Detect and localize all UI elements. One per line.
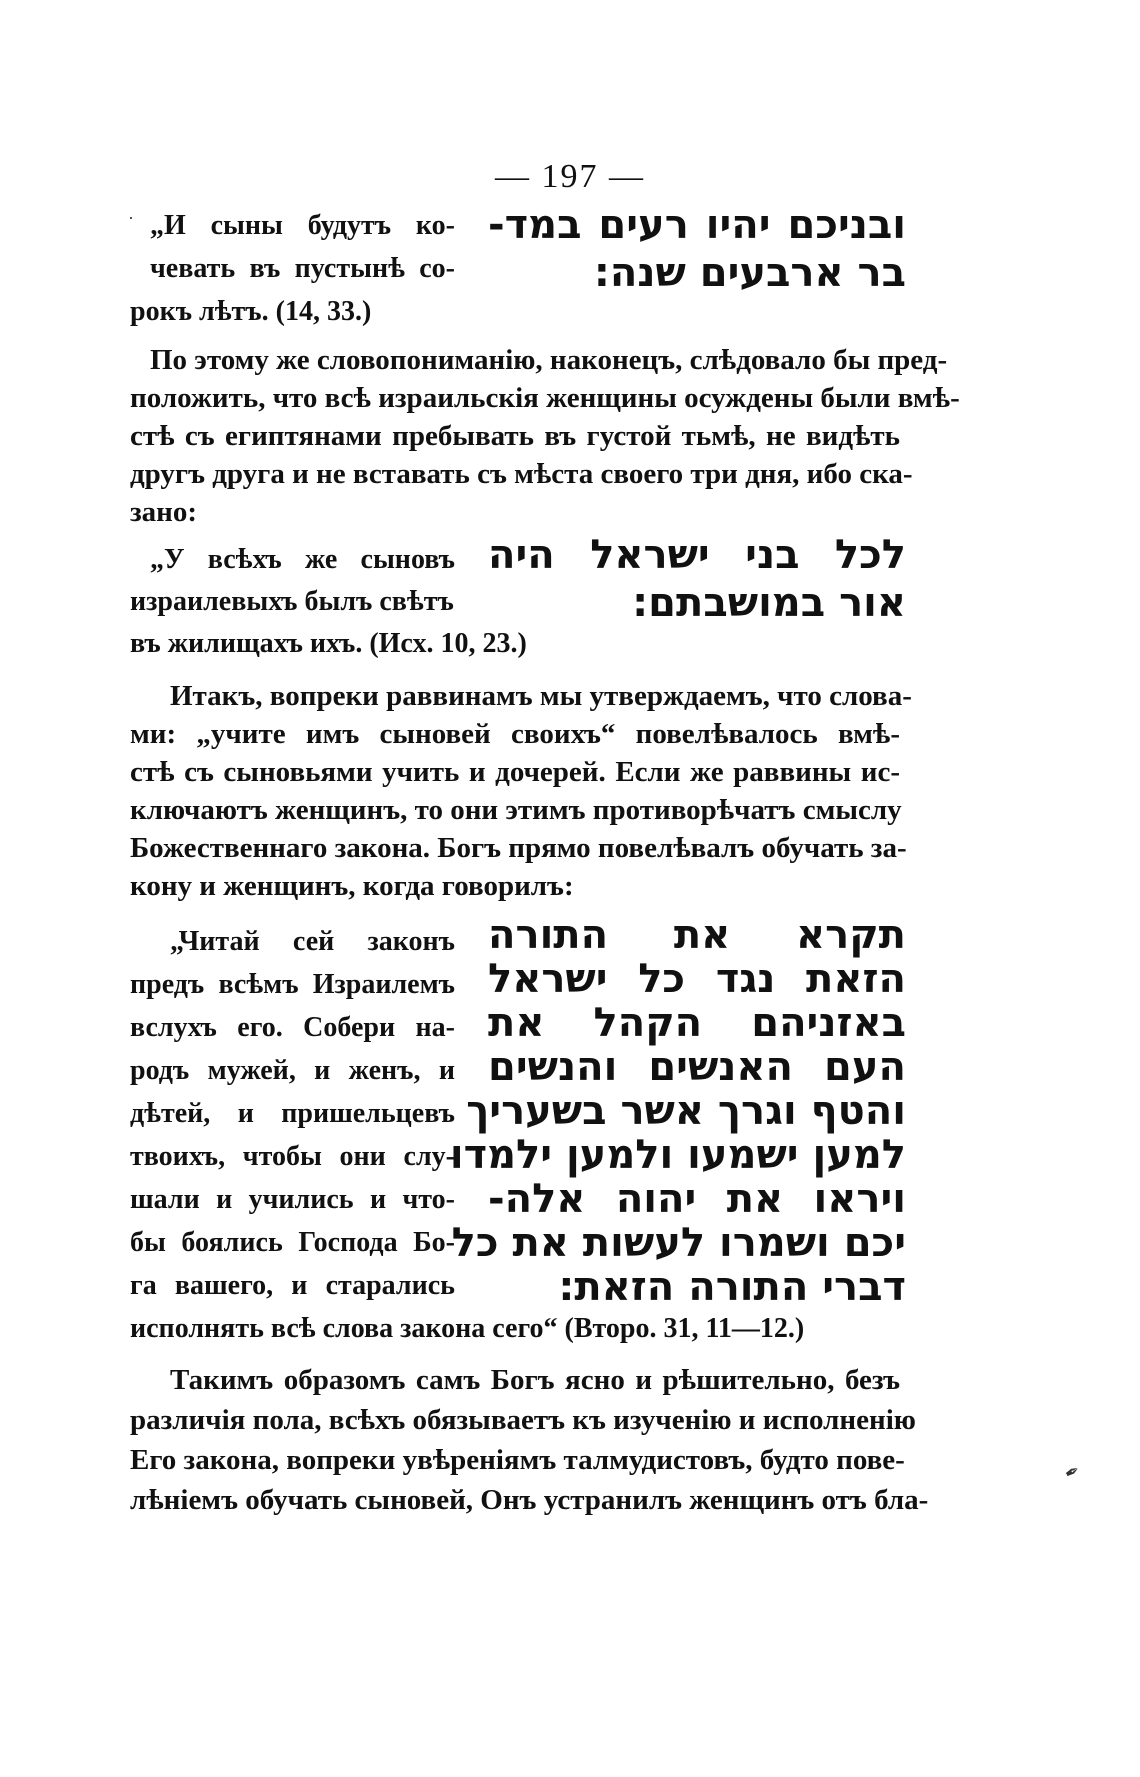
hebrew-verse-line: הזאת נגד כל ישראל [488, 956, 906, 1002]
ru-verse-line: исполнять всѣ слова закона сего“ (Второ. 31, 11—12.) [130, 1313, 805, 1344]
ru-verse-line: шали и учились и что- [130, 1184, 455, 1215]
paragraph-line: стѣ съ сыновьями учить и дочерей. Если же раввины ис- [130, 756, 900, 788]
ink-speck: · [128, 208, 134, 228]
ru-verse-line: вслухъ его. Собери на- [130, 1012, 455, 1043]
ru-verse-line: бы боялись Господа Бо- [130, 1227, 455, 1258]
hebrew-verse-line: ויראו את יהוה אלה- [488, 1176, 906, 1222]
paragraph-line: другъ друга и не вставать съ мѣста своего три дня, ибо ска- [130, 458, 913, 490]
ru-verse-line: предъ всѣмъ Израилемъ [130, 969, 455, 1000]
paragraph-line: Божественнаго закона. Богъ прямо повелѣвалъ обучать за- [130, 832, 907, 864]
paragraph-line: зано: [130, 496, 198, 528]
paragraph-line: кону и женщинъ, когда говорилъ: [130, 870, 574, 902]
ru-verse-line: чевать въ пустынѣ со- [150, 253, 455, 284]
paragraph-line: положить, что всѣ израильскія женщины осуждены были вмѣ- [130, 382, 960, 414]
ru-verse-line: въ жилищахъ ихъ. (Исх. 10, 23.) [130, 628, 527, 659]
ink-speck: ✒ [1060, 1459, 1084, 1485]
hebrew-verse-line: למען ישמעו ולמען ילמדו [449, 1132, 906, 1178]
paragraph-line: Его закона, вопреки увѣреніямъ талмудистовъ, будто пове- [130, 1444, 905, 1476]
paragraph-line: Итакъ, вопреки раввинамъ мы утверждаемъ, что слова- [170, 680, 912, 712]
ru-verse-line: „Читай сей законъ [170, 926, 455, 957]
hebrew-verse-line: והטף וגרך אשר בשעריך [466, 1088, 906, 1134]
ru-verse-line: твоихъ, чтобы они слу- [130, 1141, 455, 1172]
ru-verse-line: родъ мужей, и женъ, и [130, 1055, 455, 1086]
paragraph-line: ключаютъ женщинъ, то они этимъ противорѣчатъ смыслу [130, 794, 902, 826]
paragraph-line: ми: „учите имъ сыновей своихъ“ повелѣвалось вмѣ- [130, 718, 900, 750]
hebrew-verse-line: יכם ושמרו לעשות את כל [451, 1220, 906, 1266]
paragraph-line: стѣ съ египтянами пребывать въ густой тьмѣ, не видѣть [130, 420, 900, 452]
paragraph-line: лѣніемъ обучать сыновей, Онъ устранилъ женщинъ отъ бла- [130, 1484, 929, 1516]
paragraph-line: По этому же словопониманію, наконецъ, слѣдовало бы пред- [150, 344, 948, 376]
hebrew-verse-line: העם האנשים והנשים [488, 1044, 906, 1090]
hebrew-verse-line: ובניכם יהיו רעים במד- [488, 202, 906, 248]
paragraph-line: различія пола, всѣхъ обязываетъ къ изученію и исполненію [130, 1404, 916, 1436]
ru-verse-line: израилевыхъ былъ свѣтъ [130, 586, 454, 617]
ru-verse-line: рокъ лѣтъ. (14, 33.) [130, 296, 372, 327]
hebrew-verse-line: תקרא את התורה [488, 912, 906, 958]
ru-verse-line: „У всѣхъ же сыновъ [150, 544, 455, 575]
paragraph-line: Такимъ образомъ самъ Богъ ясно и рѣшительно, безъ [170, 1364, 900, 1396]
hebrew-verse-line: בר ארבעים שנה: [593, 250, 906, 296]
hebrew-verse-line: דברי התורה הזאת: [558, 1264, 906, 1310]
ru-verse-line: дѣтей, и пришельцевъ [130, 1098, 455, 1129]
ru-verse-line: „И сыны будутъ ко- [150, 210, 455, 241]
hebrew-verse-line: לכל בני ישראל היה [488, 532, 906, 578]
hebrew-verse-line: אור במושבתם: [632, 580, 906, 626]
hebrew-verse-line: באזניהם הקהל את [488, 1000, 906, 1046]
ru-verse-line: га вашего, и старались [130, 1270, 455, 1301]
page-number: — 197 — [495, 158, 645, 195]
